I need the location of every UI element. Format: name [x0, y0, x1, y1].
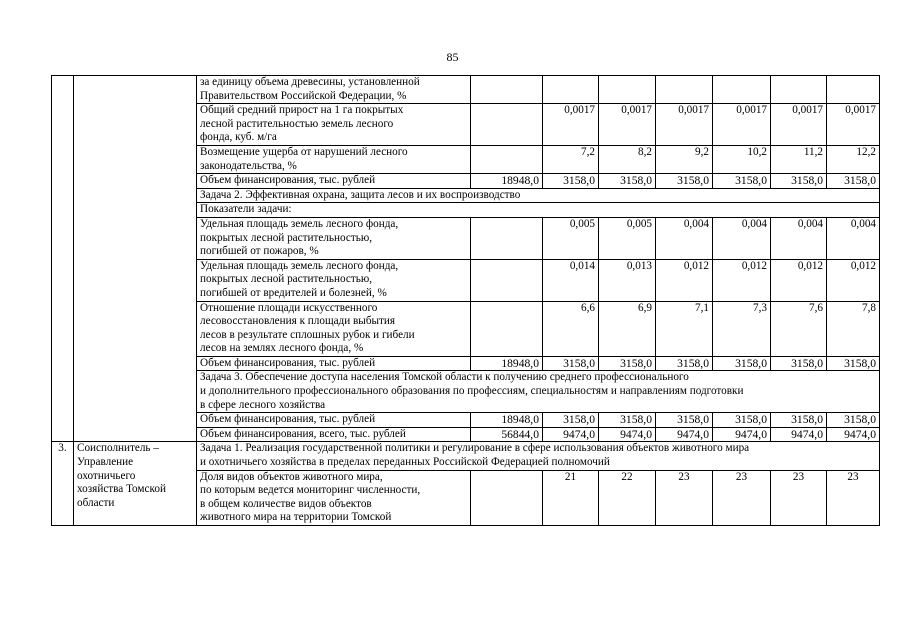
value-cell: 3158,0 — [713, 174, 771, 189]
value-cell: 0,0017 — [827, 104, 880, 146]
financing-total: 18948,0 — [471, 174, 543, 189]
section-number: 3. — [52, 442, 74, 526]
value-cell: 3158,0 — [771, 174, 827, 189]
task-row — [52, 442, 880, 470]
value-cell: 3158,0 — [827, 174, 880, 189]
value-cell: 9474,0 — [543, 427, 599, 442]
page-number: 85 — [446, 50, 459, 64]
value-cell: 23 — [827, 470, 880, 525]
value-cell: 3158,0 — [599, 356, 656, 371]
value-cell: 0,004 — [656, 217, 713, 259]
indicator-label: Возмещение ущерба от нарушений лесного законодательства, % — [197, 145, 471, 173]
co-executor: Соисполнитель – Управление охотничьего хозяйства Томской области — [74, 442, 197, 526]
total-financing-sum: 56844,0 — [471, 427, 543, 442]
value-cell: 0,004 — [771, 217, 827, 259]
value-cell: 12,2 — [827, 145, 880, 173]
indicator-label: Удельная площадь земель лесного фонда, покрытых лесной растительностью, погибшей от пожаров, % — [197, 217, 471, 259]
value-cell: 0,0017 — [543, 104, 599, 146]
value-cell: 0,005 — [543, 217, 599, 259]
value-cell: 8,2 — [599, 145, 656, 173]
value-cell: 3158,0 — [656, 413, 713, 428]
value-cell: 0,012 — [713, 259, 771, 301]
value-cell: 7,3 — [713, 301, 771, 356]
value-cell: 0,004 — [827, 217, 880, 259]
value-cell: 9474,0 — [713, 427, 771, 442]
value-cell: 0,004 — [713, 217, 771, 259]
value-cell: 3158,0 — [599, 174, 656, 189]
indicator-label: Доля видов объектов животного мира, по которым ведется мониторинг численности, в общем количестве видов объектов животного мира на территории Томской — [197, 470, 471, 525]
value-cell: 6,9 — [599, 301, 656, 356]
value-cell: 3158,0 — [713, 356, 771, 371]
value-cell: 9,2 — [656, 145, 713, 173]
value-cell: 3158,0 — [656, 356, 713, 371]
executor-cell — [74, 76, 197, 442]
value-cell: 9474,0 — [827, 427, 880, 442]
indicator-label: за единицу объема древесины, установленной Правительством Российской Федерации, % — [197, 76, 471, 104]
value-cell: 0,012 — [656, 259, 713, 301]
value-cell: 6,6 — [543, 301, 599, 356]
value-cell: 3158,0 — [827, 413, 880, 428]
value-cell: 3158,0 — [543, 356, 599, 371]
value-cell: 3158,0 — [771, 413, 827, 428]
value-cell: 9474,0 — [771, 427, 827, 442]
indicator-label: Удельная площадь земель лесного фонда, покрытых лесной растительностью, погибшей от вредителей и болезней, % — [197, 259, 471, 301]
value-cell: 0,0017 — [771, 104, 827, 146]
financing-label: Объем финансирования, тыс. рублей — [197, 174, 471, 189]
task-heading: Задача 2. Эффективная охрана, защита лесов и их воспроизводство — [197, 188, 880, 203]
value-cell: 22 — [599, 470, 656, 525]
value-cell: 7,6 — [771, 301, 827, 356]
value-cell: 0,0017 — [713, 104, 771, 146]
value-cell: 0,0017 — [599, 104, 656, 146]
value-cell: 3158,0 — [599, 413, 656, 428]
indicators-heading: Показатели задачи: — [197, 203, 880, 218]
value-cell: 3158,0 — [656, 174, 713, 189]
value-cell: 3158,0 — [771, 356, 827, 371]
value-cell: 3158,0 — [543, 174, 599, 189]
table-row — [52, 76, 880, 104]
program-table — [51, 75, 880, 526]
value-cell: 3158,0 — [543, 413, 599, 428]
value-cell: 10,2 — [713, 145, 771, 173]
value-cell: 7,8 — [827, 301, 880, 356]
value-cell: 0,013 — [599, 259, 656, 301]
value-cell: 7,1 — [656, 301, 713, 356]
financing-label: Объем финансирования, тыс. рублей — [197, 413, 471, 428]
value-cell: 23 — [771, 470, 827, 525]
value-cell: 21 — [543, 470, 599, 525]
value-cell: 7,2 — [543, 145, 599, 173]
value-cell: 0,012 — [827, 259, 880, 301]
financing-total: 18948,0 — [471, 356, 543, 371]
indicator-label: Общий средний прирост на 1 га покрытых лесной растительностью земель лесного фонда, куб. м/га — [197, 104, 471, 146]
value-cell: 0,014 — [543, 259, 599, 301]
value-cell: 9474,0 — [656, 427, 713, 442]
value-cell: 3158,0 — [713, 413, 771, 428]
financing-label: Объем финансирования, тыс. рублей — [197, 356, 471, 371]
value-cell: 11,2 — [771, 145, 827, 173]
total-financing-label: Объем финансирования, всего, тыс. рублей — [197, 427, 471, 442]
financing-total: 18948,0 — [471, 413, 543, 428]
value-cell: 9474,0 — [599, 427, 656, 442]
task-heading: Задача 1. Реализация государственной политики и регулирование в сфере использования объектов животного мира и охотничьего хозяйства в пределах переданных Российской Федерацией полномочий — [197, 442, 880, 470]
task-heading: Задача 3. Обеспечение доступа населения Томской области к получению среднего профессионального и дополнительного профессионального образования по профессиям, специальностям и направлениям подготовки в сфере лесного хозяйства — [197, 371, 880, 413]
value-cell: 0,012 — [771, 259, 827, 301]
value-cell: 23 — [713, 470, 771, 525]
indicator-label: Отношение площади искусственного лесовосстановления к площади выбытия лесов в результате сплошных рубок и гибели лесов на землях лесного фонда, % — [197, 301, 471, 356]
value-cell: 23 — [656, 470, 713, 525]
value-cell: 3158,0 — [827, 356, 880, 371]
section-number-cell — [52, 76, 74, 442]
value-cell: 0,005 — [599, 217, 656, 259]
value-cell: 0,0017 — [656, 104, 713, 146]
